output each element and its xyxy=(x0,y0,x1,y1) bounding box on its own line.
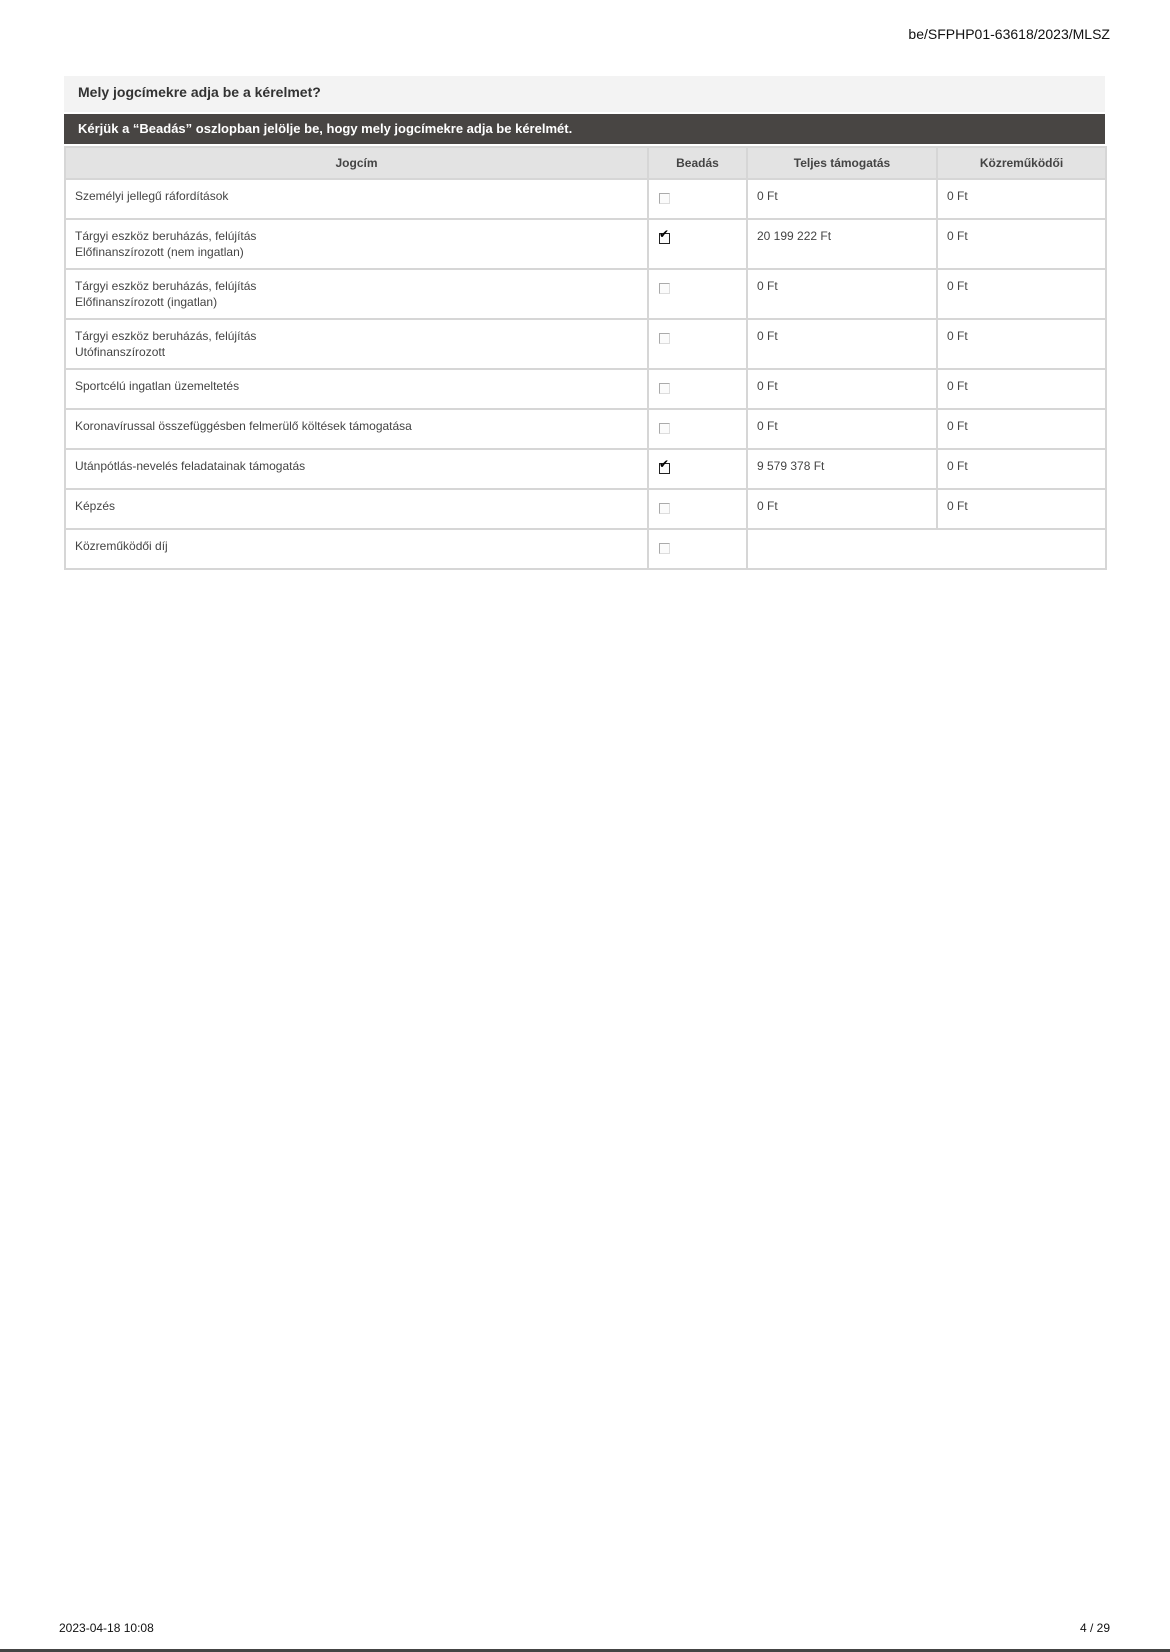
jogcim-table xyxy=(64,146,1107,570)
beadas-cell xyxy=(648,179,747,219)
fee-cell: 0 Ft xyxy=(937,369,1106,409)
beadas-cell xyxy=(648,449,747,489)
beadas-checkbox[interactable] xyxy=(659,543,670,554)
fee-cell: 0 Ft xyxy=(937,409,1106,449)
beadas-checkbox[interactable] xyxy=(659,383,670,394)
total-cell: 0 Ft xyxy=(747,369,937,409)
beadas-cell xyxy=(648,369,747,409)
checkmark-icon: ✔ xyxy=(659,227,670,241)
jogcim-sublabel: Előfinanszírozott (ingatlan) xyxy=(75,295,218,309)
fee-cell: 0 Ft xyxy=(937,179,1106,219)
footer-page-number: 4 / 29 xyxy=(1079,1621,1110,1635)
jogcim-label: Utánpótlás-nevelés feladatainak támogatás xyxy=(75,459,306,473)
jogcim-cell xyxy=(65,219,648,269)
jogcim-label: Tárgyi eszköz beruházás, felújítás xyxy=(75,229,257,243)
jogcim-cell xyxy=(65,449,648,489)
jogcim-label: Sportcélú ingatlan üzemeltetés xyxy=(75,379,240,393)
jogcim-cell xyxy=(65,269,648,319)
jogcim-cell xyxy=(65,369,648,409)
table-header-row xyxy=(65,147,1106,179)
beadas-checkbox-checked[interactable] xyxy=(659,227,670,244)
jogcim-cell xyxy=(65,409,648,449)
table-row xyxy=(65,489,1106,529)
jogcim-label: Tárgyi eszköz beruházás, felújítás xyxy=(75,279,257,293)
column-header-jogcim: Jogcím xyxy=(65,147,648,179)
beadas-checkbox[interactable] xyxy=(659,283,670,294)
total-cell: 0 Ft xyxy=(747,319,937,369)
table-row xyxy=(65,369,1106,409)
fee-cell: 0 Ft xyxy=(937,489,1106,529)
footer-date: 2023-04-18 10:08 xyxy=(59,1621,154,1635)
jogcim-label: Tárgyi eszköz beruházás, felújítás xyxy=(75,329,257,343)
beadas-cell xyxy=(648,409,747,449)
table-row xyxy=(65,269,1106,319)
jogcim-cell xyxy=(65,319,648,369)
total-cell: 9 579 378 Ft xyxy=(747,449,937,489)
table-row xyxy=(65,219,1106,269)
beadas-cell xyxy=(648,529,747,569)
beadas-cell xyxy=(648,219,747,269)
table-row xyxy=(65,529,1106,569)
fee-cell: 0 Ft xyxy=(937,319,1106,369)
total-cell: 20 199 222 Ft xyxy=(747,219,937,269)
total-cell: 0 Ft xyxy=(747,409,937,449)
beadas-cell xyxy=(648,269,747,319)
jogcim-label: Koronavírussal összefüggésben felmerülő költések támogatása xyxy=(75,419,412,433)
beadas-cell xyxy=(648,489,747,529)
jogcim-label: Személyi jellegű ráfordítások xyxy=(75,189,229,203)
column-header-teljes-tamogatas: Teljes támogatás xyxy=(747,147,937,179)
table-row xyxy=(65,409,1106,449)
jogcim-sublabel: Előfinanszírozott (nem ingatlan) xyxy=(75,245,244,259)
table-row xyxy=(65,449,1106,489)
beadas-checkbox-checked[interactable] xyxy=(659,457,670,474)
jogcim-cell xyxy=(65,489,648,529)
beadas-checkbox[interactable] xyxy=(659,423,670,434)
jogcim-label: Képzés xyxy=(75,499,116,513)
total-cell: 0 Ft xyxy=(747,489,937,529)
total-cell: 0 Ft xyxy=(747,179,937,219)
beadas-checkbox[interactable] xyxy=(659,333,670,344)
document-reference: be/SFPHP01-63618/2023/MLSZ xyxy=(908,26,1110,42)
checkmark-icon: ✔ xyxy=(659,457,670,471)
column-header-kozremukodoi: Közreműködői xyxy=(937,147,1106,179)
jogcim-cell xyxy=(65,179,648,219)
table-row xyxy=(65,179,1106,219)
fee-cell: 0 Ft xyxy=(937,219,1106,269)
column-header-beadas: Beadás xyxy=(648,147,747,179)
empty-amount-cell xyxy=(747,529,1106,569)
instruction-bar: Kérjük a “Beadás” oszlopban jelölje be, hogy mely jogcímekre adja be kérelmét. xyxy=(64,114,1105,144)
section-title: Mely jogcímekre adja be a kérelmet? xyxy=(64,76,1105,112)
table-row xyxy=(65,319,1106,369)
fee-cell: 0 Ft xyxy=(937,269,1106,319)
beadas-cell xyxy=(648,319,747,369)
total-cell: 0 Ft xyxy=(747,269,937,319)
beadas-checkbox[interactable] xyxy=(659,503,670,514)
jogcim-sublabel: Utófinanszírozott xyxy=(75,345,166,359)
fee-cell: 0 Ft xyxy=(937,449,1106,489)
beadas-checkbox[interactable] xyxy=(659,193,670,204)
jogcim-label: Közreműködői díj xyxy=(75,539,168,553)
jogcim-cell xyxy=(65,529,648,569)
